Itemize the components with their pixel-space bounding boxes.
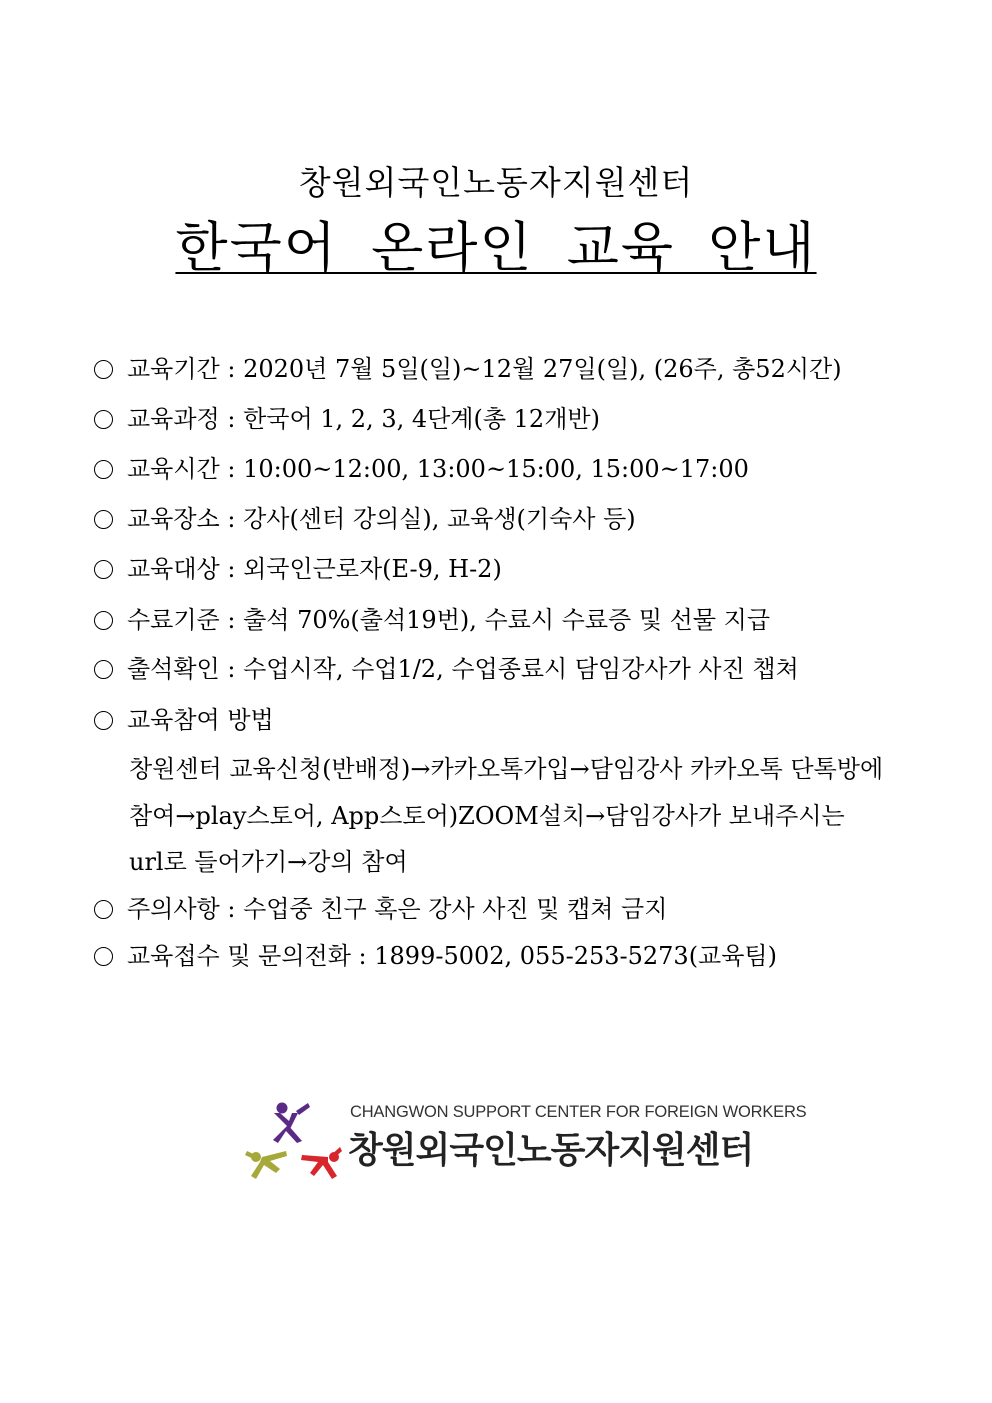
info-item-text: 교육기간 : 2020년 7월 5일(일)~12월 27일(일), (26주, 총52시간) [127,355,842,383]
circle-bullet-icon [94,900,113,919]
olive-figure-icon [245,1151,287,1179]
red-figure-icon [301,1147,342,1179]
info-item-method [94,703,274,737]
circle-bullet-icon [94,947,113,966]
info-item-text: 수료기준 : 출석 70%(출석19번), 수료시 수료증 및 선물 지급 [127,606,771,634]
method-line: 창원센터 교육신청(반배정)→카카오톡가입→담임강사 카카오톡 단톡방에 [129,755,884,783]
info-item-contact [94,939,777,973]
info-item-text: 교육시간 : 10:00~12:00, 13:00~15:00, 15:00~17:00 [127,455,749,483]
purple-figure-icon [273,1103,310,1144]
info-item-text: 교육참여 방법 [127,706,274,734]
circle-bullet-icon [94,560,113,579]
organization-title: 창원외국인노동자지원센터 [298,163,694,202]
circle-bullet-icon [94,410,113,429]
circle-bullet-icon [94,611,113,630]
info-item-place [94,502,636,536]
info-item-text: 교육접수 및 문의전화 : 1899-5002, 055-253-5273(교육팀) [127,942,777,970]
info-item-completion [94,603,770,637]
info-item-caution [94,892,667,926]
method-line: 참여→play스토어, App스토어)ZOOM설치→담임강사가 보내주시는 [129,802,845,830]
page-title [0,214,992,282]
method-line: url로 들어가기→강의 참여 [129,848,408,876]
info-item-period [94,352,842,386]
info-item-text: 출석확인 : 수업시작, 수업1/2, 수업종료시 담임강사가 사진 챕쳐 [127,655,799,683]
info-item-course [94,402,600,436]
info-item-time [94,452,749,486]
info-item-text: 교육장소 : 강사(센터 강의실), 교육생(기숙사 등) [127,505,636,533]
info-item-attendance [94,652,799,686]
circle-bullet-icon [94,360,113,379]
circle-bullet-icon [94,711,113,730]
info-item-text: 교육대상 : 외국인근로자(E-9, H-2) [127,555,502,583]
info-item-text: 교육과정 : 한국어 1, 2, 3, 4단계(총 12개반) [127,405,600,433]
logo-korean-name: 창원외국인노동자지원센터 [348,1130,754,1171]
info-item-target [94,552,502,586]
people-figures-logo-icon [242,1099,342,1184]
page-title-text: 한국어 온라인 교육 안내 [175,216,817,279]
logo-english-name: CHANGWON SUPPORT CENTER FOR FOREIGN WORKERS [350,1103,807,1121]
circle-bullet-icon [94,460,113,479]
center-logo [242,1099,807,1189]
info-item-text: 주의사항 : 수업중 친구 혹은 강사 사진 및 캡쳐 금지 [127,895,668,923]
circle-bullet-icon [94,510,113,529]
circle-bullet-icon [94,660,113,679]
